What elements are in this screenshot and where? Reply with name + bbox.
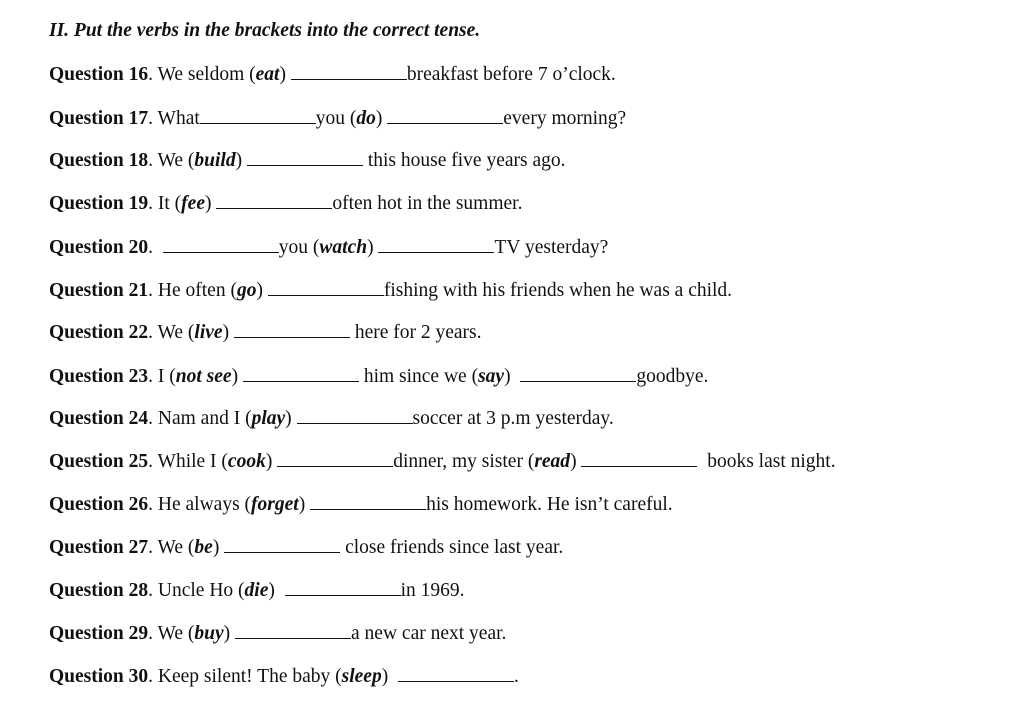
question-19 (49, 192, 522, 216)
question-16 (49, 63, 616, 87)
question-label: Question 18 (49, 150, 149, 171)
question-text: ) (504, 366, 521, 387)
question-text: ) (204, 193, 217, 214)
answer-blank[interactable] (216, 192, 332, 209)
question-text: books last night. (697, 451, 836, 472)
question-text: . While I ( (148, 451, 228, 472)
verb-prompt: play (251, 408, 286, 429)
question-label: Question 25 (49, 451, 149, 472)
question-text: every morning? (503, 108, 627, 129)
answer-blank[interactable] (581, 450, 697, 467)
question-text: . We ( (148, 537, 195, 558)
answer-blank[interactable] (247, 149, 363, 166)
question-text: his homework. He isn’t careful. (426, 494, 673, 515)
answer-blank[interactable] (310, 493, 426, 510)
question-text: . We ( (148, 322, 195, 343)
question-text: . (513, 666, 519, 687)
question-18 (49, 149, 566, 173)
question-text: ) (285, 408, 297, 429)
question-text: ) (223, 623, 236, 644)
answer-blank[interactable] (520, 365, 636, 382)
question-text: ) (265, 451, 278, 472)
question-text: a new car next year. (351, 623, 507, 644)
answer-blank[interactable] (234, 321, 350, 338)
question-24 (49, 407, 614, 431)
question-text: this house five years ago. (362, 150, 566, 171)
question-17 (49, 107, 626, 131)
question-text: ) (256, 280, 268, 301)
verb-prompt: cook (227, 451, 266, 472)
question-text: ) (231, 366, 243, 387)
verb-prompt: eat (255, 64, 280, 85)
question-text: ) (381, 666, 398, 687)
question-label: Question 23 (49, 366, 149, 387)
verb-prompt: read (534, 451, 571, 472)
answer-blank[interactable] (235, 622, 351, 639)
question-27 (49, 536, 563, 560)
question-25 (49, 450, 836, 474)
question-text: breakfast before 7 o’clock. (406, 64, 616, 85)
question-text: ) (298, 494, 311, 515)
question-text: goodbye. (636, 366, 709, 387)
question-text: ) (570, 451, 582, 472)
question-text: . We seldom ( (148, 64, 256, 85)
question-label: Question 26 (49, 494, 149, 515)
question-text: TV yesterday? (494, 237, 609, 258)
answer-blank[interactable] (243, 365, 359, 382)
question-label: Question 24 (49, 408, 149, 429)
verb-prompt: buy (194, 623, 224, 644)
question-text: ) (375, 108, 388, 129)
question-text: ) (212, 537, 225, 558)
answer-blank[interactable] (378, 236, 494, 253)
answer-blank[interactable] (224, 536, 340, 553)
verb-prompt: die (244, 580, 269, 601)
question-text: him since we ( (358, 366, 479, 387)
question-label: Question 16 (49, 64, 149, 85)
question-label: Question 27 (49, 537, 149, 558)
answer-blank[interactable] (291, 63, 407, 80)
question-text: ) (235, 150, 247, 171)
verb-prompt: go (236, 280, 257, 301)
question-label: Question 17 (49, 108, 149, 129)
question-text: soccer at 3 p.m yesterday. (412, 408, 614, 429)
question-text: fishing with his friends when he was a child. (383, 280, 733, 301)
question-text: . He often ( (148, 280, 237, 301)
answer-blank[interactable] (163, 236, 279, 253)
question-label: Question 29 (49, 623, 149, 644)
question-20 (49, 236, 608, 260)
question-text: . (148, 237, 163, 258)
question-text: ) (268, 580, 285, 601)
question-text: . It ( (148, 193, 182, 214)
verb-prompt: fee (181, 193, 205, 214)
question-text: ) (279, 64, 291, 85)
answer-blank[interactable] (398, 665, 514, 682)
question-label: Question 21 (49, 280, 149, 301)
question-23 (49, 365, 708, 389)
question-text: you ( (315, 108, 357, 129)
section-heading: II. Put the verbs in the brackets into the correct tense. (49, 20, 481, 41)
answer-blank[interactable] (285, 579, 401, 596)
question-text: ) (367, 237, 379, 258)
question-label: Question 28 (49, 580, 149, 601)
question-28 (49, 579, 465, 603)
verb-prompt: watch (319, 237, 368, 258)
question-text: . Keep silent! The baby ( (148, 666, 342, 687)
question-text: . Nam and I ( (148, 408, 252, 429)
question-text: . I ( (148, 366, 176, 387)
answer-blank[interactable] (268, 279, 384, 296)
question-text: in 1969. (400, 580, 465, 601)
question-text: . He always ( (148, 494, 252, 515)
question-text: here for 2 years. (349, 322, 482, 343)
question-text: you ( (278, 237, 320, 258)
question-text: ) (222, 322, 234, 343)
question-29 (49, 622, 506, 646)
question-label: Question 30 (49, 666, 149, 687)
verb-prompt: live (194, 322, 223, 343)
question-text: close friends since last year. (340, 537, 564, 558)
question-text: . We ( (148, 150, 195, 171)
verb-prompt: do (356, 108, 376, 129)
verb-prompt: build (194, 150, 236, 171)
verb-prompt: be (194, 537, 213, 558)
question-21 (49, 279, 732, 303)
answer-blank[interactable] (297, 407, 413, 424)
question-label: Question 20 (49, 237, 149, 258)
answer-blank[interactable] (387, 107, 503, 124)
verb-prompt: say (478, 366, 505, 387)
question-text: dinner, my sister ( (393, 451, 535, 472)
question-30 (49, 665, 519, 689)
answer-blank[interactable] (277, 450, 393, 467)
question-text: . Uncle Ho ( (148, 580, 245, 601)
question-26 (49, 493, 673, 517)
question-text: often hot in the summer. (332, 193, 523, 214)
question-text: . What (148, 108, 200, 129)
verb-prompt: sleep (341, 666, 382, 687)
answer-blank[interactable] (200, 107, 316, 124)
question-label: Question 22 (49, 322, 149, 343)
question-22 (49, 321, 482, 345)
question-text: . We ( (148, 623, 195, 644)
verb-prompt: not see (175, 366, 232, 387)
question-label: Question 19 (49, 193, 149, 214)
verb-prompt: forget (251, 494, 299, 515)
